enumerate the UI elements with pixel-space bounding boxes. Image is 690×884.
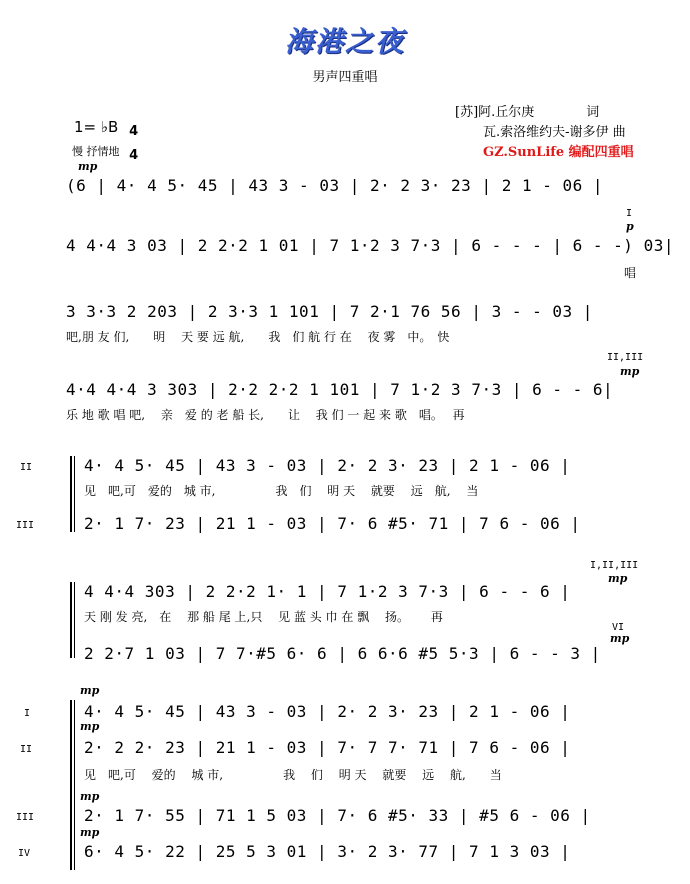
song-subtitle: 男声四重唱 [312,70,378,85]
lyric-row-7: 天 刚 发 亮, 在 那 船 尾 上,只 见 蓝 头 巾 在 飘 扬。 再 [84,610,443,624]
system-bracket [70,582,72,658]
arranger-credit: GZ.SunLife 编配四重唱 [483,145,634,160]
song-title: 海港之夜 [284,25,405,58]
part-label-iii: III [16,812,35,823]
system-bracket [70,456,72,532]
dynamic-mp: mp [80,684,100,697]
notation-row-12: 6· 4 5· 22 | 25 5 3 01 | 3· 2 3· 77 | 7 1 3 03 | [84,842,571,861]
dynamic-p: p [626,220,634,233]
lyric-row-4: 乐 地 歌 唱 吧, 亲 爱 的 老 船 长, 让 我 们 一 起 来 歌 唱。 再 [66,408,465,422]
part-marker-i: I [626,208,633,219]
part-marker-vi: VI [612,622,625,633]
composer-credit: 瓦.索洛维约夫-谢多伊 曲 [483,125,626,140]
part-label-ii: II [20,744,33,755]
time-signature-top: 4 [129,124,139,139]
part-label-iv: IV [18,848,31,859]
system-bracket [70,700,72,870]
notation-row-2: 4 4·4 3 03 | 2 2·2 1 01 | 7 1·2 3 7·3 | 6 - - - | 6 - -) 03| [66,236,674,255]
system-bracket-inner [74,456,75,532]
dynamic-mp: mp [80,720,100,733]
notation-row-3: 3 3·3 2 203 | 2 3·3 1 101 | 7 2·1 76 56 | 3 - - 03 | [66,302,593,321]
notation-row-10: 2· 2 2· 23 | 21 1 - 03 | 7· 7 7· 71 | 7 6 - 06 | [84,738,571,757]
part-label-ii: II [20,462,33,473]
part-label-iii: III [16,520,35,531]
notation-row-7: 4 4·4 303 | 2 2·2 1· 1 | 7 1·2 3 7·3 | 6 - - 6 | [84,582,571,601]
dynamic-mp: mp [620,365,640,378]
lyric-row-3: 吧,朋 友 们, 明 天 要 远 航, 我 们 航 行 在 夜 雾 中。 快 [66,330,450,344]
tempo-marking: 慢 抒情地 [72,145,120,158]
part-marker-ii-iii: II,III [607,352,644,363]
notation-row-4: 4·4 4·4 3 303 | 2·2 2·2 1 101 | 7 1·2 3 7·3 | 6 - - 6| [66,380,614,399]
notation-row-6: 2· 1 7· 23 | 21 1 - 03 | 7· 6 #5· 71 | 7 6 - 06 | [84,514,581,533]
system-bracket-inner [74,582,75,658]
lyric-row-2: 唱 [624,266,637,280]
lyric-row-10: 见 吧,可 爱的 城 市, 我 们 明 天 就要 远 航, 当 [84,768,502,782]
time-signature [120,114,139,163]
system-bracket-inner [74,700,75,870]
part-label-i: I [24,708,31,719]
lyricist-credit: [苏]阿.丘尔庚 词 [455,105,600,120]
dynamic-mp: mp [608,572,628,585]
time-signature-bottom: 4 [129,148,139,163]
dynamic-mp: mp [78,160,98,173]
key-signature: 1= ♭B [74,118,119,136]
notation-row-8: 2 2·7 1 03 | 7 7·#5 6· 6 | 6 6·6 #5 5·3 | 6 - - 3 | [84,644,601,663]
notation-row-5: 4· 4 5· 45 | 43 3 - 03 | 2· 2 3· 23 | 2 1 - 06 | [84,456,571,475]
dynamic-mp: mp [80,826,100,839]
notation-row-9: 4· 4 5· 45 | 43 3 - 03 | 2· 2 3· 23 | 2 1 - 06 | [84,702,571,721]
dynamic-mp: mp [610,632,630,645]
notation-row-1: (6 | 4· 4 5· 45 | 43 3 - 03 | 2· 2 3· 23 | 2 1 - 06 | [66,176,604,195]
part-marker-i-ii-iii: I,II,III [590,560,639,571]
lyric-row-5: 见 吧,可 爱的 城 市, 我 们 明 天 就要 远 航, 当 [84,484,479,498]
notation-row-11: 2· 1 7· 55 | 71 1 5 03 | 7· 6 #5· 33 | #5 6 - 06 | [84,806,591,825]
dynamic-mp: mp [80,790,100,803]
